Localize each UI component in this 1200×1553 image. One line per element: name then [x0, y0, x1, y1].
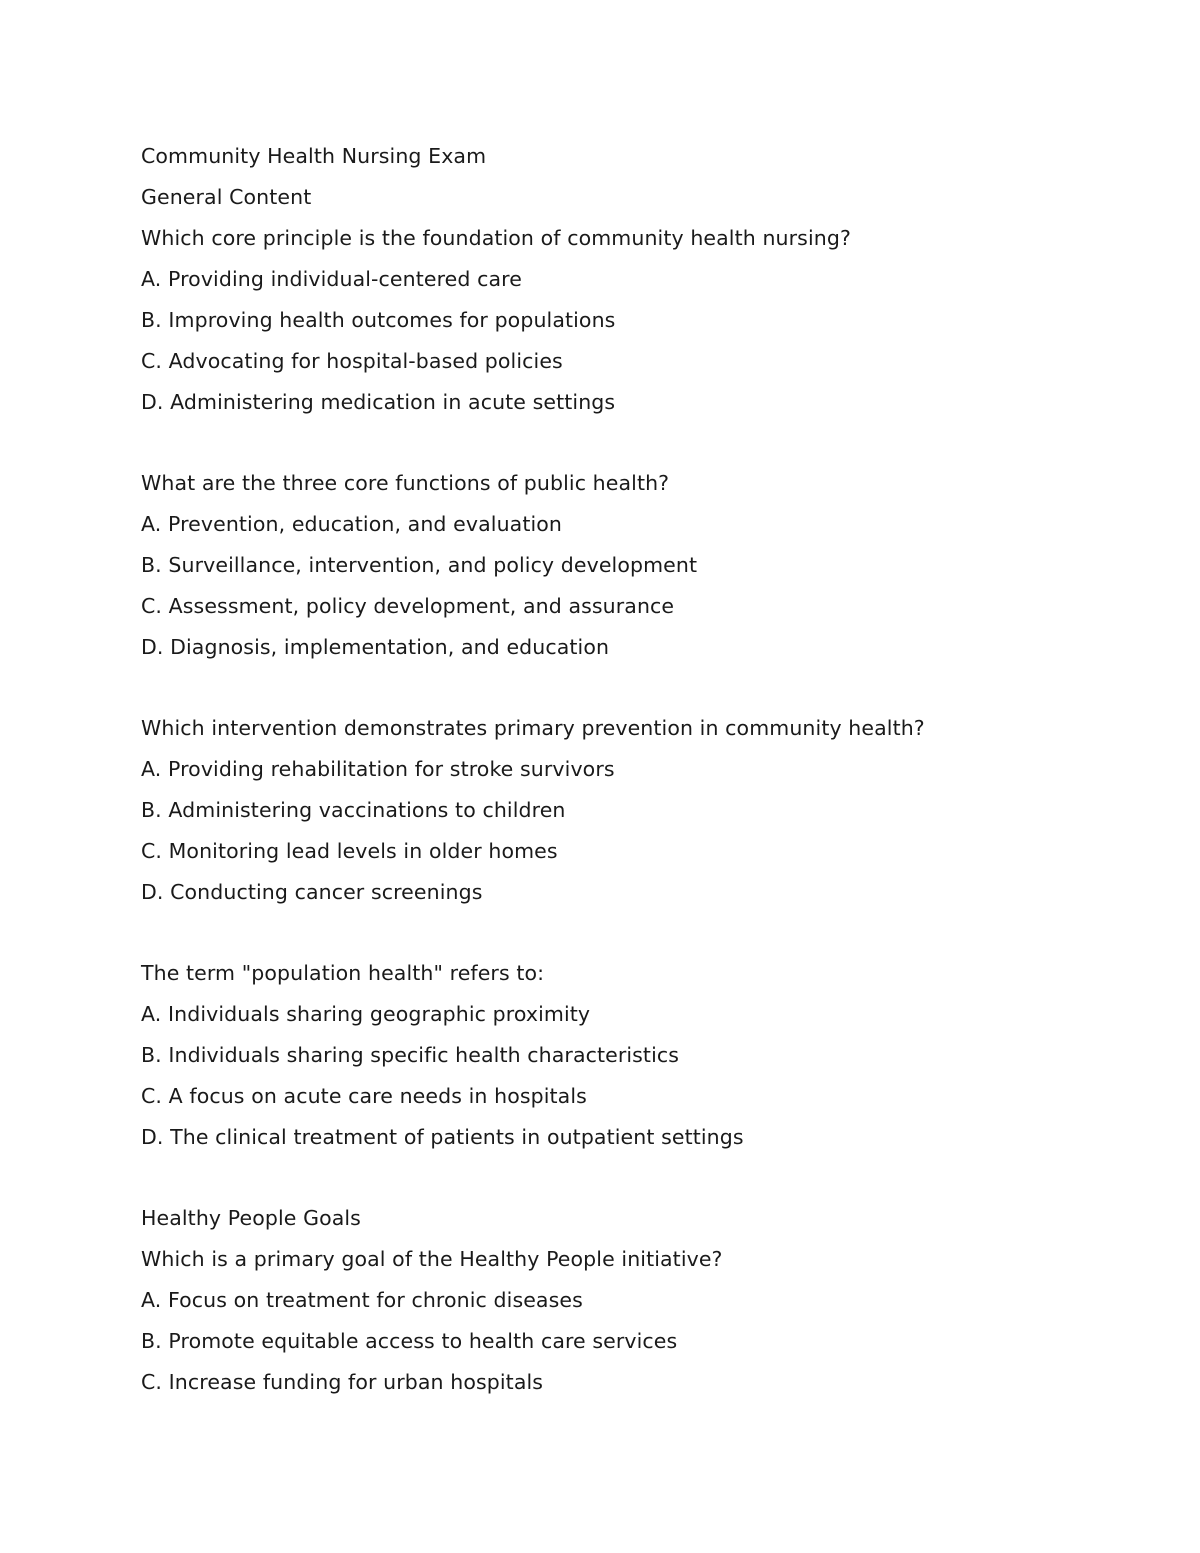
question-text: Which core principle is the foundation of community health nursing? — [141, 226, 851, 250]
question-block-1 — [141, 218, 1091, 423]
answer-option-b: B. Individuals sharing specific health characteristics — [141, 1043, 680, 1067]
answer-option-d: D. Administering medication in acute settings — [141, 390, 616, 414]
answer-option-a: A. Individuals sharing geographic proximity — [141, 1002, 591, 1026]
answer-option-b: B. Surveillance, intervention, and policy development — [141, 553, 698, 577]
question-text: What are the three core functions of public health? — [141, 471, 670, 495]
answer-option-a: A. Providing individual-centered care — [141, 267, 522, 291]
answer-option-d: D. The clinical treatment of patients in outpatient settings — [141, 1125, 744, 1149]
answer-option-d: D. Conducting cancer screenings — [141, 880, 483, 904]
document-title: Community Health Nursing Exam — [141, 144, 487, 168]
section-heading-general: General Content — [141, 185, 312, 209]
spacer — [141, 668, 1091, 708]
answer-option-b: B. Administering vaccinations to children — [141, 798, 566, 822]
answer-option-c: C. Increase funding for urban hospitals — [141, 1370, 544, 1394]
answer-option-b: B. Promote equitable access to health care services — [141, 1329, 678, 1353]
question-block-2 — [141, 463, 1091, 668]
question-block-3 — [141, 708, 1091, 913]
question-block-5 — [141, 1239, 1091, 1403]
answer-option-c: C. Assessment, policy development, and assurance — [141, 594, 675, 618]
spacer — [141, 1158, 1091, 1198]
answer-option-c: C. Advocating for hospital-based policies — [141, 349, 563, 373]
answer-option-d: D. Diagnosis, implementation, and education — [141, 635, 610, 659]
question-text: Which is a primary goal of the Healthy People initiative? — [141, 1247, 723, 1271]
question-text: The term "population health" refers to: — [141, 961, 545, 985]
answer-option-b: B. Improving health outcomes for populations — [141, 308, 616, 332]
question-block-4 — [141, 953, 1091, 1158]
answer-option-a: A. Focus on treatment for chronic diseases — [141, 1288, 583, 1312]
question-text: Which intervention demonstrates primary prevention in community health? — [141, 716, 925, 740]
document-page — [141, 136, 1091, 1403]
answer-option-c: C. Monitoring lead levels in older homes — [141, 839, 558, 863]
section-heading-healthy-people: Healthy People Goals — [141, 1206, 361, 1230]
spacer — [141, 913, 1091, 953]
answer-option-a: A. Prevention, education, and evaluation — [141, 512, 562, 536]
answer-option-a: A. Providing rehabilitation for stroke survivors — [141, 757, 615, 781]
spacer — [141, 423, 1091, 463]
answer-option-c: C. A focus on acute care needs in hospitals — [141, 1084, 587, 1108]
